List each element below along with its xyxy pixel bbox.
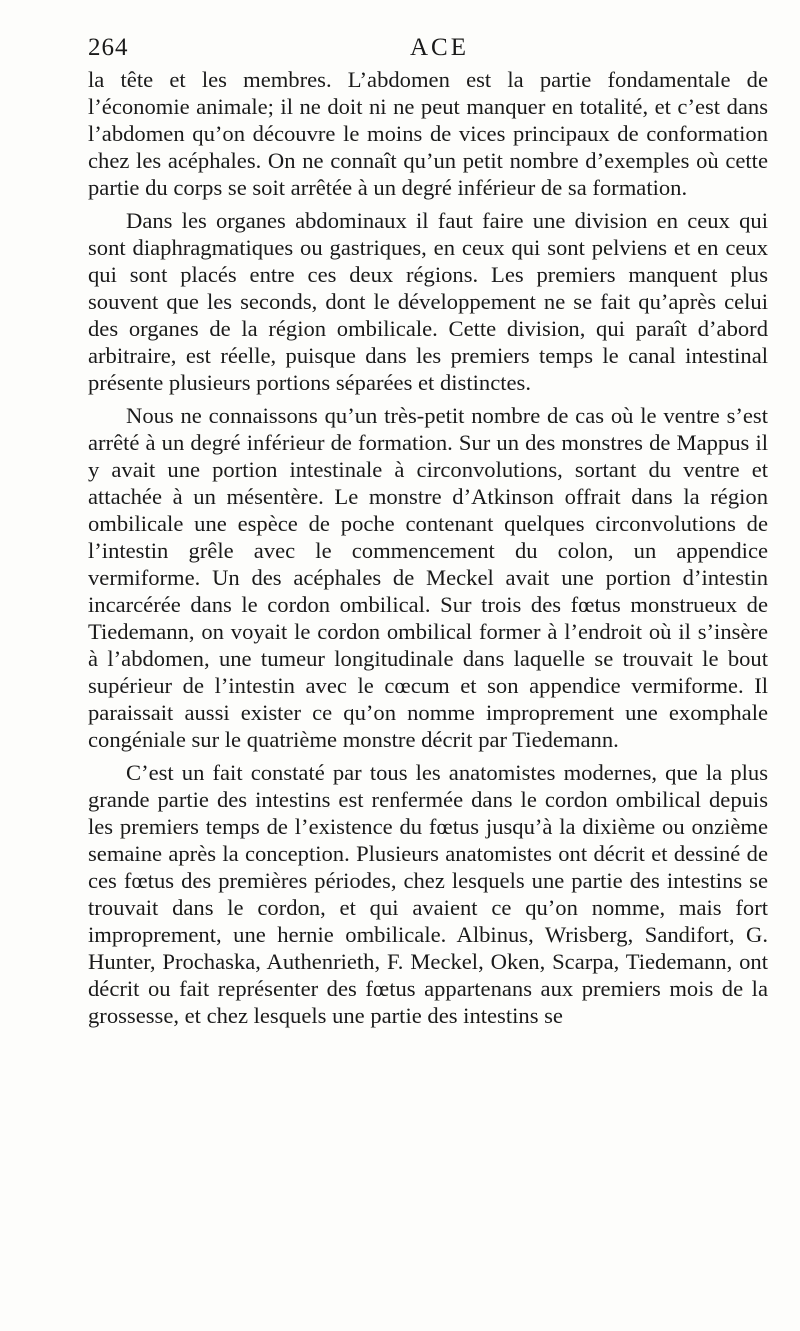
page-header: [88, 34, 768, 68]
page-number: 264: [88, 34, 129, 61]
paragraph: la tête et les membres. L’abdomen est la partie fondamentale de l’économie animale; il ne doit ni ne peut manquer en totalité, et c’est dans l’abdomen qu’on découvre le moins de vices principaux de conformation chez les acéphales. On ne connaît qu’un petit nombre d’exemples où cette partie du corps se soit arrêtée à un degré inférieur de sa formation.: [88, 67, 768, 200]
paragraph: Nous ne connaissons qu’un très-petit nombre de cas où le ventre s’est arrêté à un degré inférieur de formation. Sur un des monstres de Mappus il y avait une portion intestinale à circonvolutions, sortant du ventre et attachée à un mésentère. Le monstre d’Atkinson offrait dans la région ombilicale une espèce de poche contenant quelques circonvolutions de l’intestin grêle avec le commencement du colon, un appendice vermiforme. Un des acéphales de Meckel avait une portion d’intestin incarcérée dans le cordon ombilical. Sur trois des fœtus monstrueux de Tiedemann, on voyait le cordon ombilical former à l’endroit où il s’insère à l’abdomen, une tumeur longitudinale dans laquelle se trouvait le bout supérieur de l’intestin avec le cœcum et son appendice vermiforme. Il paraissait aussi exister ce qu’on nomme improprement une exomphale congéniale sur le quatrième monstre décrit par Tiedemann.: [88, 403, 768, 752]
paragraph: C’est un fait constaté par tous les anatomistes modernes, que la plus grande partie des intestins est renfermée dans le cordon ombilical depuis les premiers temps de l’existence du fœtus jusqu’à la dixième ou onzième semaine après la conception. Plusieurs anatomistes ont décrit et dessiné de ces fœtus des premières périodes, chez lesquels une partie des intestins se trouvait dans le cordon, et qui avaient ce qu’on nomme, mais fort improprement, une hernie ombilicale. Albinus, Wrisberg, Sandifort, G. Hunter, Prochaska, Authenrieth, F. Meckel, Oken, Scarpa, Tiedemann, ont décrit ou fait représenter des fœtus appartenans aux premiers mois de la grossesse, et chez lesquels une partie des intestins se: [88, 760, 768, 1028]
paragraph: Dans les organes abdominaux il faut faire une division en ceux qui sont diaphragmatiques ou gastriques, en ceux qui sont pelviens et en ceux qui sont placés entre ces deux régions. Les premiers manquent plus souvent que les seconds, dont le développement ne se fait qu’après celui des organes de la région ombilicale. Cette division, qui paraît d’abord arbitraire, est réelle, puisque dans les premiers temps le canal intestinal présente plusieurs portions séparées et distinctes.: [88, 208, 768, 395]
body-text: [88, 66, 768, 1035]
running-head: ACE: [410, 34, 469, 61]
